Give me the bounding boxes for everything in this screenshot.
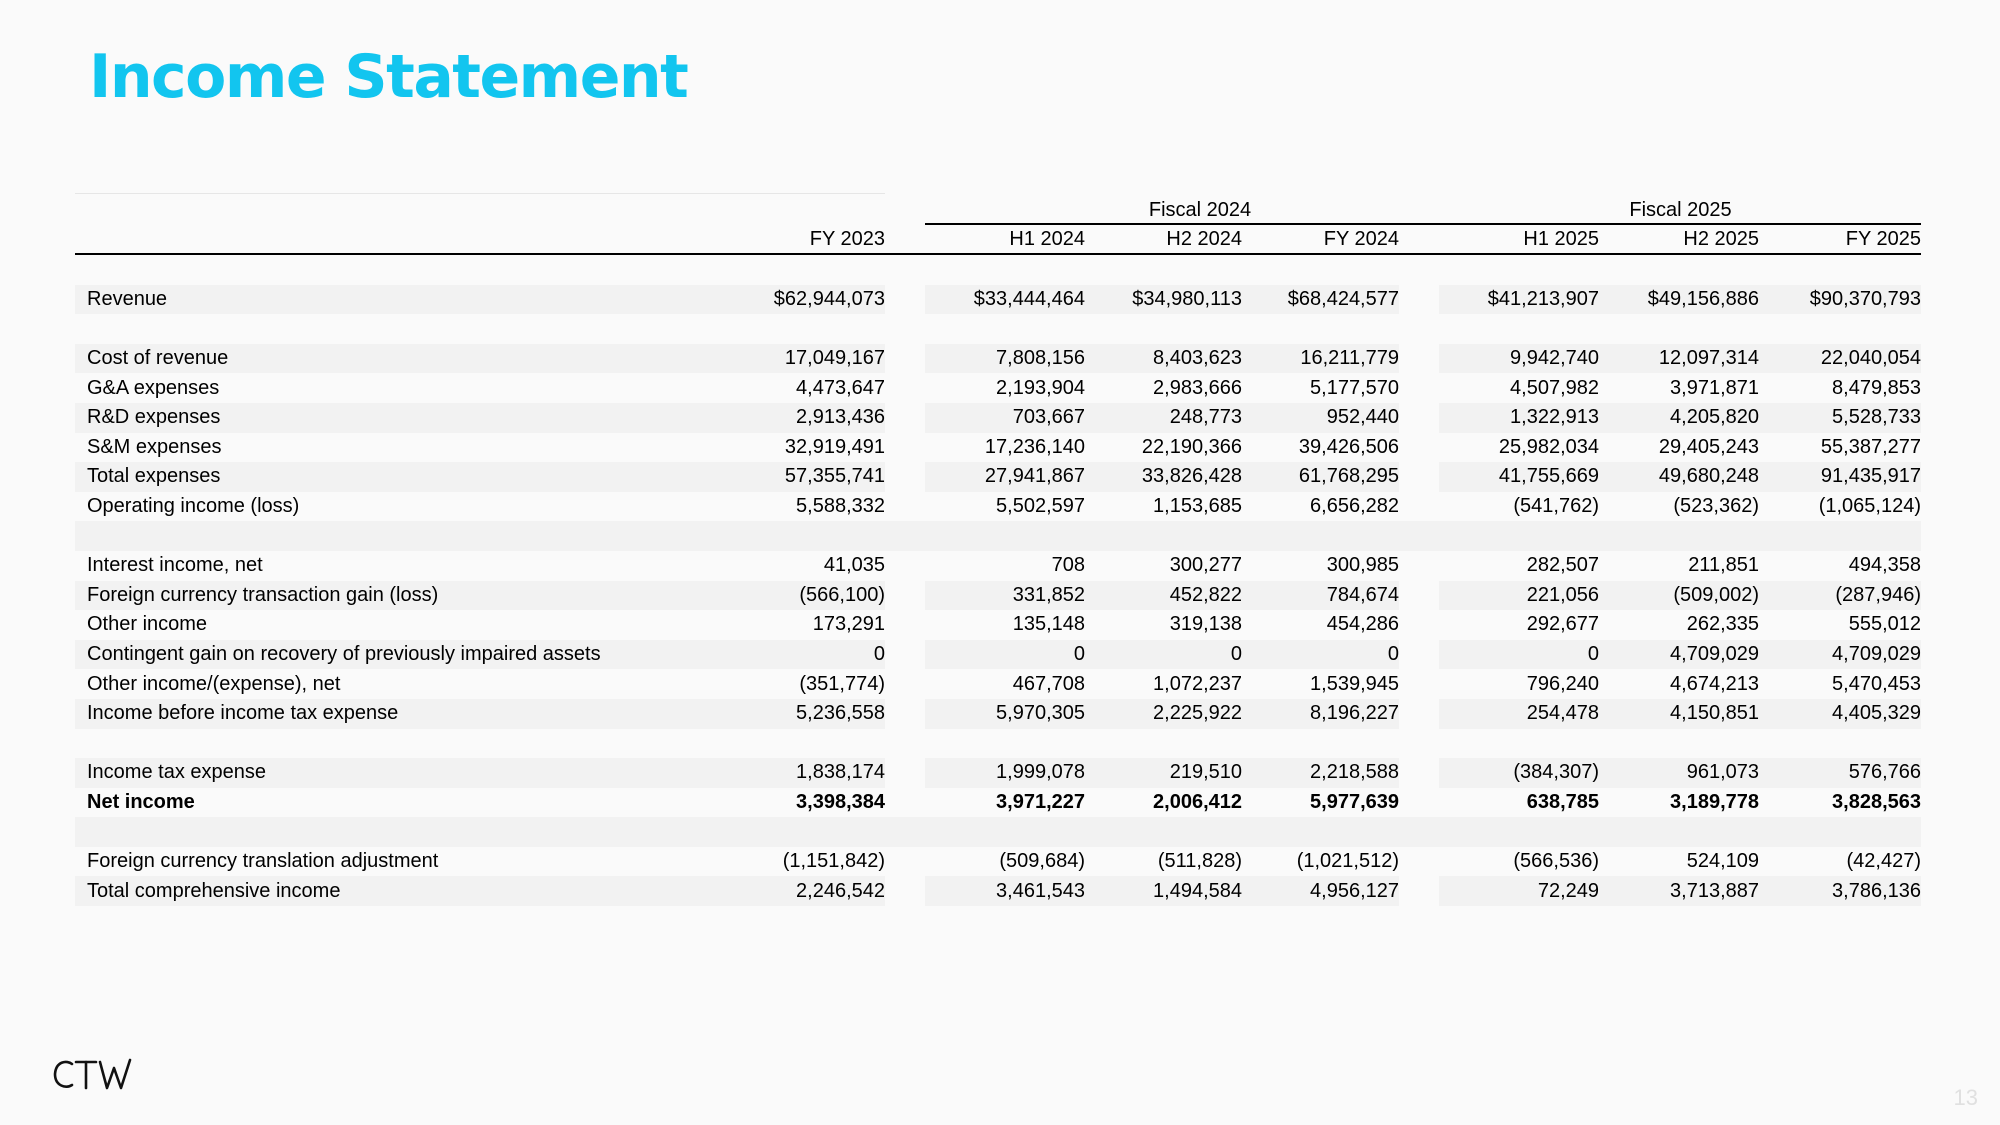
cell-fy2025: 91,435,917 [1759,462,1921,492]
cell-h1-2025: 0 [1439,640,1599,670]
cell-h2-2024: 33,826,428 [1085,462,1242,492]
cell-h2-2025: 3,713,887 [1599,876,1759,906]
cell-fy2024: 784,674 [1242,581,1399,611]
data-table [75,225,1921,906]
cell-fy2025: 8,479,853 [1832,376,1921,399]
column-header-row [75,225,1921,255]
cell-fy2023: 57,355,741 [735,462,885,492]
cell-fy2024: $68,424,577 [1242,285,1399,315]
cell-h1-2024: 0 [925,640,1085,670]
cell-fy2025: (287,946) [1759,581,1921,611]
cell-h2-2024: 300,277 [1169,554,1242,577]
cell-h1-2025: 72,249 [1439,876,1599,906]
cell-fy2025: 3,786,136 [1759,876,1921,906]
cell-fy2025: 22,040,054 [1759,344,1921,374]
cell-fy2024: 6,656,282 [1310,495,1399,518]
cell-h2-2025: 4,674,213 [1670,672,1759,695]
header-top-border [75,193,885,225]
col-header-fy2024: FY 2024 [1242,225,1399,255]
cell-fy2023: 2,246,542 [735,876,885,906]
cell-fy2025: 5,470,453 [1832,672,1921,695]
cell-h2-2025: (509,002) [1599,581,1759,611]
cell-fy2023: 3,398,384 [796,790,885,813]
row-label: Cost of revenue [75,344,735,374]
row-label: Total comprehensive income [75,876,735,906]
cell-h2-2024: 2,225,922 [1085,699,1242,729]
cell-h2-2024: 22,190,366 [1141,435,1242,458]
cell-h2-2024: 319,138 [1169,613,1242,636]
page-title: Income Statement [89,42,688,112]
cell-h1-2024: 5,970,305 [925,699,1085,729]
cell-fy2023: 5,588,332 [796,495,885,518]
row-label: Income before income tax expense [75,699,735,729]
row-label: Total expenses [75,462,735,492]
row-label: R&D expenses [75,403,735,433]
cell-h1-2024: 331,852 [925,581,1085,611]
label-column-header [75,225,735,255]
cell-fy2025: 494,358 [1848,554,1921,577]
row-label: Contingent gain on recovery of previously impaired assets [75,640,735,670]
cell-h1-2024: 135,148 [1012,613,1085,636]
cell-h2-2024: 248,773 [1085,403,1242,433]
cell-fy2023: 2,913,436 [735,403,885,433]
cell-fy2023: 173,291 [812,613,885,636]
cell-h1-2025: 41,755,669 [1439,462,1599,492]
col-header-fy2023: FY 2023 [735,225,885,255]
cell-h1-2025: (384,307) [1439,758,1599,788]
cell-h2-2025: 961,073 [1599,758,1759,788]
cell-h1-2024: 2,193,904 [996,376,1085,399]
cell-fy2024: 952,440 [1242,403,1399,433]
cell-fy2024: 8,196,227 [1242,699,1399,729]
row-sm-expenses [75,433,1921,463]
cell-h2-2025: 211,851 [1688,554,1759,577]
cell-fy2024: (1,021,512) [1296,850,1399,873]
cell-h2-2025: 262,335 [1686,613,1759,636]
row-rd-expenses [75,403,1921,433]
cell-fy2024: 5,977,639 [1310,790,1399,813]
cell-h2-2025: $49,156,886 [1599,285,1759,315]
cell-h1-2024: 3,461,543 [925,876,1085,906]
col-header-h1-2024: H1 2024 [925,225,1085,255]
cell-fy2025: $90,370,793 [1759,285,1921,315]
cell-h2-2024: 452,822 [1085,581,1242,611]
cell-h1-2025: $41,213,907 [1439,285,1599,315]
row-income-before-tax [75,699,1921,729]
cell-fy2023: 5,236,558 [735,699,885,729]
row-label: S&M expenses [87,435,222,458]
row-label: Foreign currency translation adjustment [87,850,439,873]
ctw-logo [52,1058,140,1097]
col-header-h1-2025: H1 2025 [1439,225,1599,255]
row-label: Other income [87,613,208,636]
col-header-fy2025: FY 2025 [1759,225,1921,255]
cell-fy2024: 39,426,506 [1298,435,1399,458]
cell-h1-2024: 708 [1051,554,1085,577]
cell-h2-2024: 1,072,237 [1153,672,1242,695]
cell-h2-2025: 3,971,871 [1670,376,1759,399]
row-label: Operating income (loss) [87,495,300,518]
cell-h2-2025: 3,189,778 [1670,790,1759,813]
cell-h2-2024: (511,828) [1157,850,1242,873]
cell-h1-2025: 9,942,740 [1439,344,1599,374]
cell-fy2024: 61,768,295 [1242,462,1399,492]
row-contingent-gain [75,640,1921,670]
cell-fy2025: (42,427) [1846,850,1921,873]
cell-h2-2024: 2,006,412 [1153,790,1242,813]
row-label: G&A expenses [87,376,220,399]
row-revenue [75,285,1921,315]
cell-h1-2024: $33,444,464 [925,285,1085,315]
cell-h2-2025: 4,709,029 [1599,640,1759,670]
cell-h1-2024: 27,941,867 [925,462,1085,492]
cell-h1-2025: 25,982,034 [1498,435,1599,458]
row-income-tax [75,758,1921,788]
cell-fy2025: 4,405,329 [1759,699,1921,729]
cell-h2-2025: 4,205,820 [1599,403,1759,433]
cell-fy2025: 555,012 [1848,613,1921,636]
cell-h2-2024: 0 [1085,640,1242,670]
cell-h1-2024: 1,999,078 [925,758,1085,788]
cell-h1-2025: 796,240 [1526,672,1599,695]
cell-fy2024: 454,286 [1326,613,1399,636]
cell-h2-2025: 12,097,314 [1599,344,1759,374]
cell-fy2023: 32,919,491 [784,435,885,458]
cell-h2-2025: 524,109 [1686,850,1759,873]
cell-fy2023: (566,100) [735,581,885,611]
cell-fy2023: $62,944,073 [735,285,885,315]
cell-h1-2025: 4,507,982 [1510,376,1599,399]
cell-h1-2024: 7,808,156 [925,344,1085,374]
cell-h1-2025: 254,478 [1439,699,1599,729]
ctw-logo-mark [52,1058,140,1092]
cell-fy2024: 16,211,779 [1242,344,1399,374]
row-net-income [75,788,1921,818]
cell-fy2024: 300,985 [1326,554,1399,577]
income-statement-table [75,193,1921,906]
row-label: Income tax expense [75,758,735,788]
cell-fy2024: 1,539,945 [1310,672,1399,695]
cell-h2-2024: 2,983,666 [1153,376,1242,399]
cell-fy2023: 1,838,174 [735,758,885,788]
cell-fy2025: 3,828,563 [1832,790,1921,813]
col-header-h2-2024: H2 2024 [1085,225,1242,255]
row-label: Net income [87,790,195,813]
row-fx-transaction-gain [75,581,1921,611]
cell-h2-2024: 219,510 [1085,758,1242,788]
cell-h2-2025: 29,405,243 [1658,435,1759,458]
cell-h2-2025: 49,680,248 [1599,462,1759,492]
row-interest-income [75,551,1921,581]
cell-h1-2024: 3,971,227 [996,790,1085,813]
row-fx-translation [75,847,1921,877]
fiscal-2025-group: Fiscal 2025 [1440,193,1921,225]
cell-h1-2024: 467,708 [1012,672,1085,695]
cell-fy2023: 4,473,647 [796,376,885,399]
row-cost-of-revenue [75,344,1921,374]
cell-fy2025: (1,065,124) [1818,495,1921,518]
row-other-income [75,610,1921,640]
cell-h1-2025: (566,536) [1513,850,1599,873]
cell-h1-2024: (509,684) [999,850,1085,873]
cell-h1-2025: 1,322,913 [1439,403,1599,433]
row-ga-expenses [75,373,1921,403]
cell-h1-2025: 221,056 [1439,581,1599,611]
cell-h2-2025: (523,362) [1673,495,1759,518]
cell-fy2024: 0 [1242,640,1399,670]
cell-h2-2024: 8,403,623 [1085,344,1242,374]
cell-fy2023: 0 [735,640,885,670]
cell-fy2025: 576,766 [1759,758,1921,788]
cell-fy2025: 4,709,029 [1759,640,1921,670]
row-label: Interest income, net [87,554,263,577]
cell-h2-2024: 1,153,685 [1153,495,1242,518]
row-other-income-net [75,669,1921,699]
row-label: Other income/(expense), net [87,672,341,695]
cell-h2-2025: 4,150,851 [1599,699,1759,729]
cell-fy2024: 4,956,127 [1242,876,1399,906]
row-label: Foreign currency transaction gain (loss) [75,581,735,611]
fiscal-group-header [75,193,1921,225]
cell-h2-2024: 1,494,584 [1085,876,1242,906]
cell-fy2023: 41,035 [823,554,885,577]
cell-h2-2024: $34,980,113 [1085,285,1242,315]
page-number: 13 [1953,1085,1978,1110]
cell-h1-2025: 638,785 [1526,790,1599,813]
cell-fy2025: 5,528,733 [1759,403,1921,433]
row-total-comprehensive-income [75,876,1921,906]
fiscal-2024-group: Fiscal 2024 [925,193,1475,225]
col-header-h2-2025: H2 2025 [1599,225,1759,255]
row-total-expenses [75,462,1921,492]
cell-fy2024: 2,218,588 [1242,758,1399,788]
cell-h1-2024: 17,236,140 [984,435,1085,458]
cell-fy2024: 5,177,570 [1310,376,1399,399]
cell-fy2025: 55,387,277 [1820,435,1921,458]
cell-h1-2025: 282,507 [1526,554,1599,577]
cell-h1-2025: (541,762) [1513,495,1599,518]
cell-h1-2024: 5,502,597 [996,495,1085,518]
cell-h1-2025: 292,677 [1526,613,1599,636]
cell-h1-2024: 703,667 [925,403,1085,433]
row-label: Revenue [75,285,735,315]
row-operating-income [75,492,1921,522]
cell-fy2023: 17,049,167 [735,344,885,374]
cell-fy2023: (351,774) [799,672,885,695]
cell-fy2023: (1,151,842) [782,850,885,873]
